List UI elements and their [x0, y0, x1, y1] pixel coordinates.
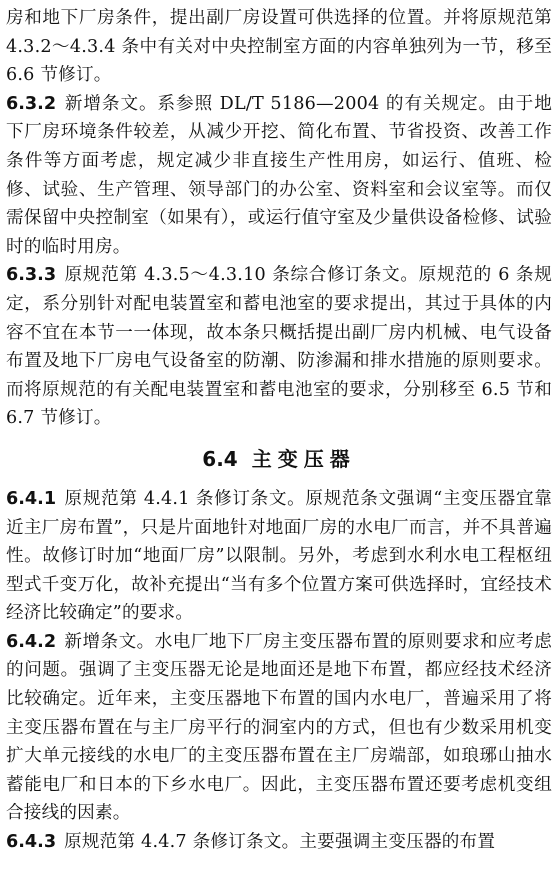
paragraph-text: 原规范第 4.3.5～4.3.10 条综合修订条文。原规范的 6 条规定，系分别针对配电装置室和蓄电池室的要求提出，其过于具体的内容不宜在本节一一体现，故本条只概括提出副厂房内机械、电气设备布置及地下厂房电气设备室的防潮、防渗漏和排水措施的原则要求。而将原规范的有关配电装置室和蓄电池室的要求，分别移至 6.5 节和 6.7 节修订。: [6, 265, 552, 429]
document-page: [6, 4, 552, 857]
paragraph-text: 新增条文。水电厂地下厂房主变压器布置的原则要求和应考虑的问题。强调了主变压器无论是地面还是地下布置，都应经技术经济比较确定。近年来，主变压器地下布置的国内水电厂，普遍采用了将主变压器布置在与主厂房平行的洞室内的方式，但也有少数采用机变扩大单元接线的水电厂的主变压器布置在主厂房端部，如琅琊山抽水蓄能电厂和日本的下乡水电厂。因此，主变压器布置还要考虑机变组合接线的因素。: [6, 631, 552, 824]
paragraph-text: 房和地下厂房条件，提出副厂房设置可供选择的位置。并将原规范第 4.3.2～4.3.4 条中有关对中央控制室方面的内容单独列为一节，移至 6.6 节修订。: [6, 8, 552, 86]
paragraph-text: 原规范第 4.4.7 条修订条文。主要强调主变压器的布置: [64, 832, 496, 853]
clause-number: 6.4.1: [6, 488, 57, 509]
clause-6-4-2: [6, 628, 552, 828]
clause-6-3-2: [6, 90, 552, 262]
continuation-paragraph: [6, 4, 552, 90]
section-title-text: 主变压器: [251, 446, 356, 471]
section-number: 6.4: [202, 446, 238, 471]
paragraph-text: 新增条文。系参照 DL/T 5186—2004 的有关规定。由于地下厂房环境条件较差，从减少开挖、简化布置、节省投资、改善工作条件等方面考虑，规定减少非直接生产性用房，如运行、值班、检修、试验、生产管理、领导部门的办公室、资料室和会议室等。而仅需保留中央控制室（如果有），或运行值守室及少量供设备检修、试验时的临时用房。: [6, 93, 552, 257]
clause-number: 6.4.2: [6, 631, 57, 652]
paragraph-text: 原规范第 4.4.1 条修订条文。原规范条文强调“主变压器宜靠近主厂房布置”，只是片面地针对地面厂房的水电厂而言，并不具普遍性。故修订时加“地面厂房”以限制。另外，考虑到水利水电工程枢纽型式千变万化，故补充提出“当有多个位置方案可供选择时，宜经技术经济比较确定”的要求。: [6, 488, 552, 624]
clause-number: 6.4.3: [6, 832, 57, 853]
clause-6-3-3: [6, 261, 552, 433]
clause-number: 6.3.2: [6, 93, 57, 114]
clause-6-4-1: [6, 485, 552, 628]
clause-number: 6.3.3: [6, 265, 57, 286]
section-heading: [6, 441, 552, 477]
clause-6-4-3: [6, 828, 552, 857]
